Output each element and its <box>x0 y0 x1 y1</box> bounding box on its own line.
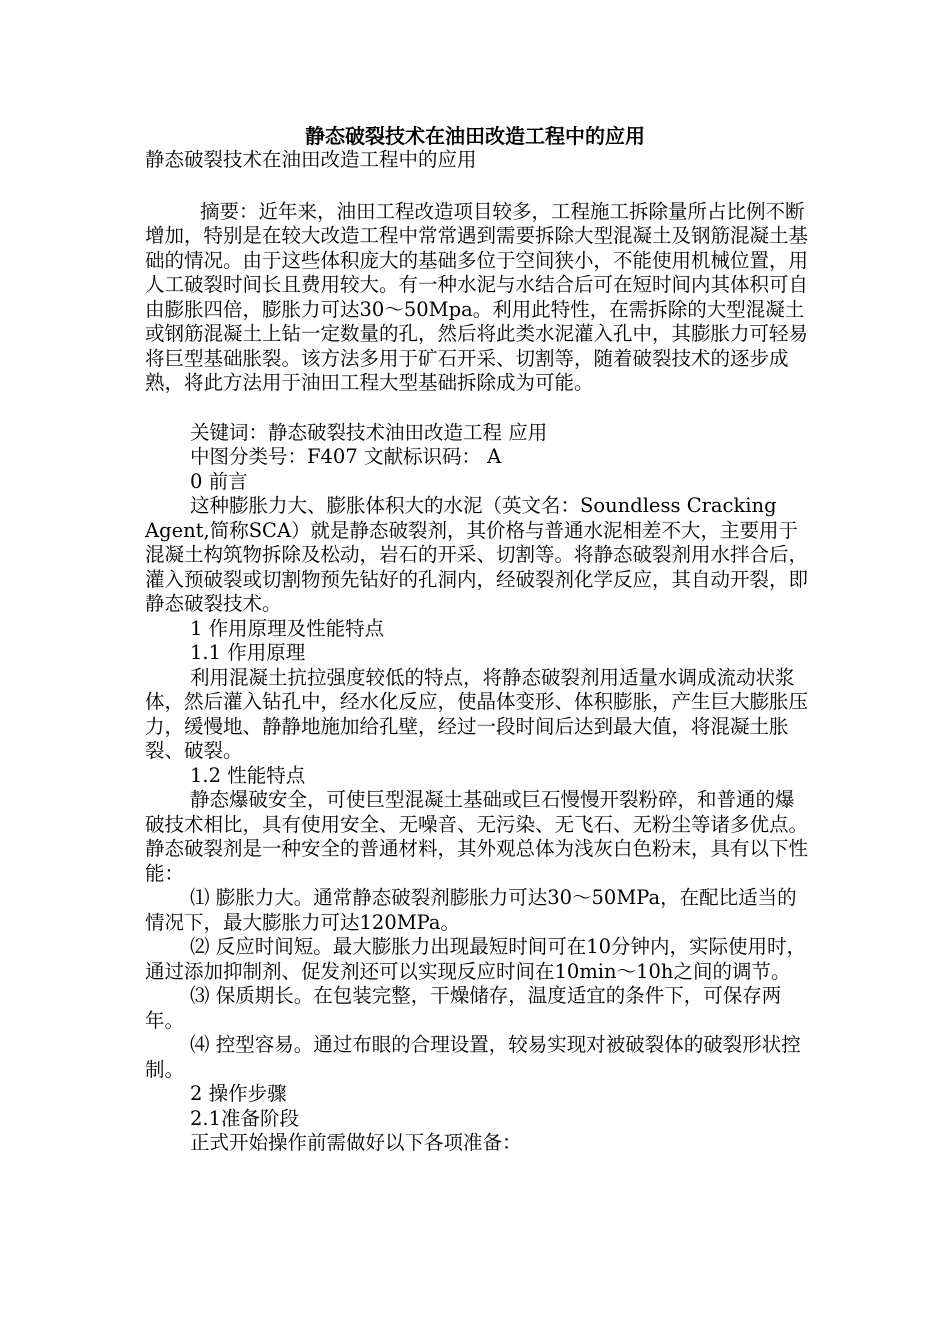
section-1-1-paragraph: 利用混凝土抗拉强度较低的特点，将静态破裂剂用适量水调成流动状浆体，然后灌入钻孔中，经水化反应，使晶体变形、体积膨胀，产生巨大膨胀压力，缓慢地、静静地施加给孔壁，经过一段时间后达到最大值，将混凝土胀裂、破裂。 <box>145 665 809 762</box>
abstract-paragraph: 摘要：近年来，油田工程改造项目较多，工程施工拆除量所占比例不断增加，特别是在较大改造工程中常常遇到需要拆除大型混凝土及钢筋混凝土基础的情况。由于这些体积庞大的基础多位于空间狭小，不能使用机械位置，用人工破裂时间长且费用较大。有一种水泥与水结合后可在短时间内其体积可自由膨胀四倍，膨胀力可达30～50Mpa。利用此特性，在需拆除的大型混凝土或钢筋混凝土上钻一定数量的孔，然后将此类水泥灌入孔中，其膨胀力可轻易将巨型基础胀裂。该方法多用于矿石开采、切割等，随着破裂技术的逐步成熟，将此方法用于油田工程大型基础拆除成为可能。 <box>145 199 809 394</box>
document-body <box>145 148 809 1156</box>
property-item-1: ⑴ 膨胀力大。通常静态破裂剂膨胀力可达30～50MPa，在配比适当的情况下，最大膨胀力可达120MPa。 <box>145 886 797 934</box>
section-1-2-paragraph: 静态爆破安全，可使巨型混凝土基础或巨石慢慢开裂粉碎，和普通的爆破技术相比，具有使用安全、无噪音、无污染、无飞石、无粉尘等诸多优点。静态破裂剂是一种安全的普通材料，其外观总体为浅灰白色粉末，具有以下性能： <box>145 788 809 885</box>
section-1-1-heading: 1.1 作用原理 <box>190 641 306 664</box>
property-item-4: ⑷ 控型容易。通过布眼的合理设置，较易实现对被破裂体的破裂形状控制。 <box>145 1033 801 1081</box>
section-1-2-heading: 1.2 性能特点 <box>190 763 306 787</box>
keywords-line: 关键词：静态破裂技术油田改造工程 应用 <box>190 420 548 444</box>
classification-line: 中图分类号：F407 文献标识码： A <box>190 445 502 468</box>
section-2-1-paragraph: 正式开始操作前需做好以下各项准备： <box>190 1131 522 1154</box>
document-subtitle: 静态破裂技术在油田改造工程中的应用 <box>145 148 477 171</box>
property-item-2: ⑵ 反应时间短。最大膨胀力出现最短时间可在10分钟内，实际使用时，通过添加抑制剂、促发剂还可以实现反应时间在10min～10h之间的调节。 <box>145 935 807 983</box>
section-2-heading: 2 操作步骤 <box>190 1082 287 1105</box>
section-0-paragraph: 这种膨胀力大、膨胀体积大的水泥（英文名：Soundless Cracking Agent,简称SCA）就是静态破裂剂，其价格与普通水泥相差不大，主要用于混凝土构筑物拆除及松动，岩石的开采、切割等。将静态破裂剂用水拌合后，灌入预破裂或切割物预先钻好的孔洞内，经破裂剂化学反应，其自动开裂，即静态破裂技术。 <box>145 494 809 615</box>
section-1-heading: 1 作用原理及性能特点 <box>190 616 385 640</box>
document-title: 静态破裂技术在油田改造工程中的应用 <box>305 124 645 148</box>
property-item-3: ⑶ 保质期长。在包装完整，干燥储存，温度适宜的条件下，可保存两年。 <box>145 984 782 1032</box>
section-2-1-heading: 2.1准备阶段 <box>190 1106 300 1130</box>
section-0-heading: 0 前言 <box>190 469 248 493</box>
